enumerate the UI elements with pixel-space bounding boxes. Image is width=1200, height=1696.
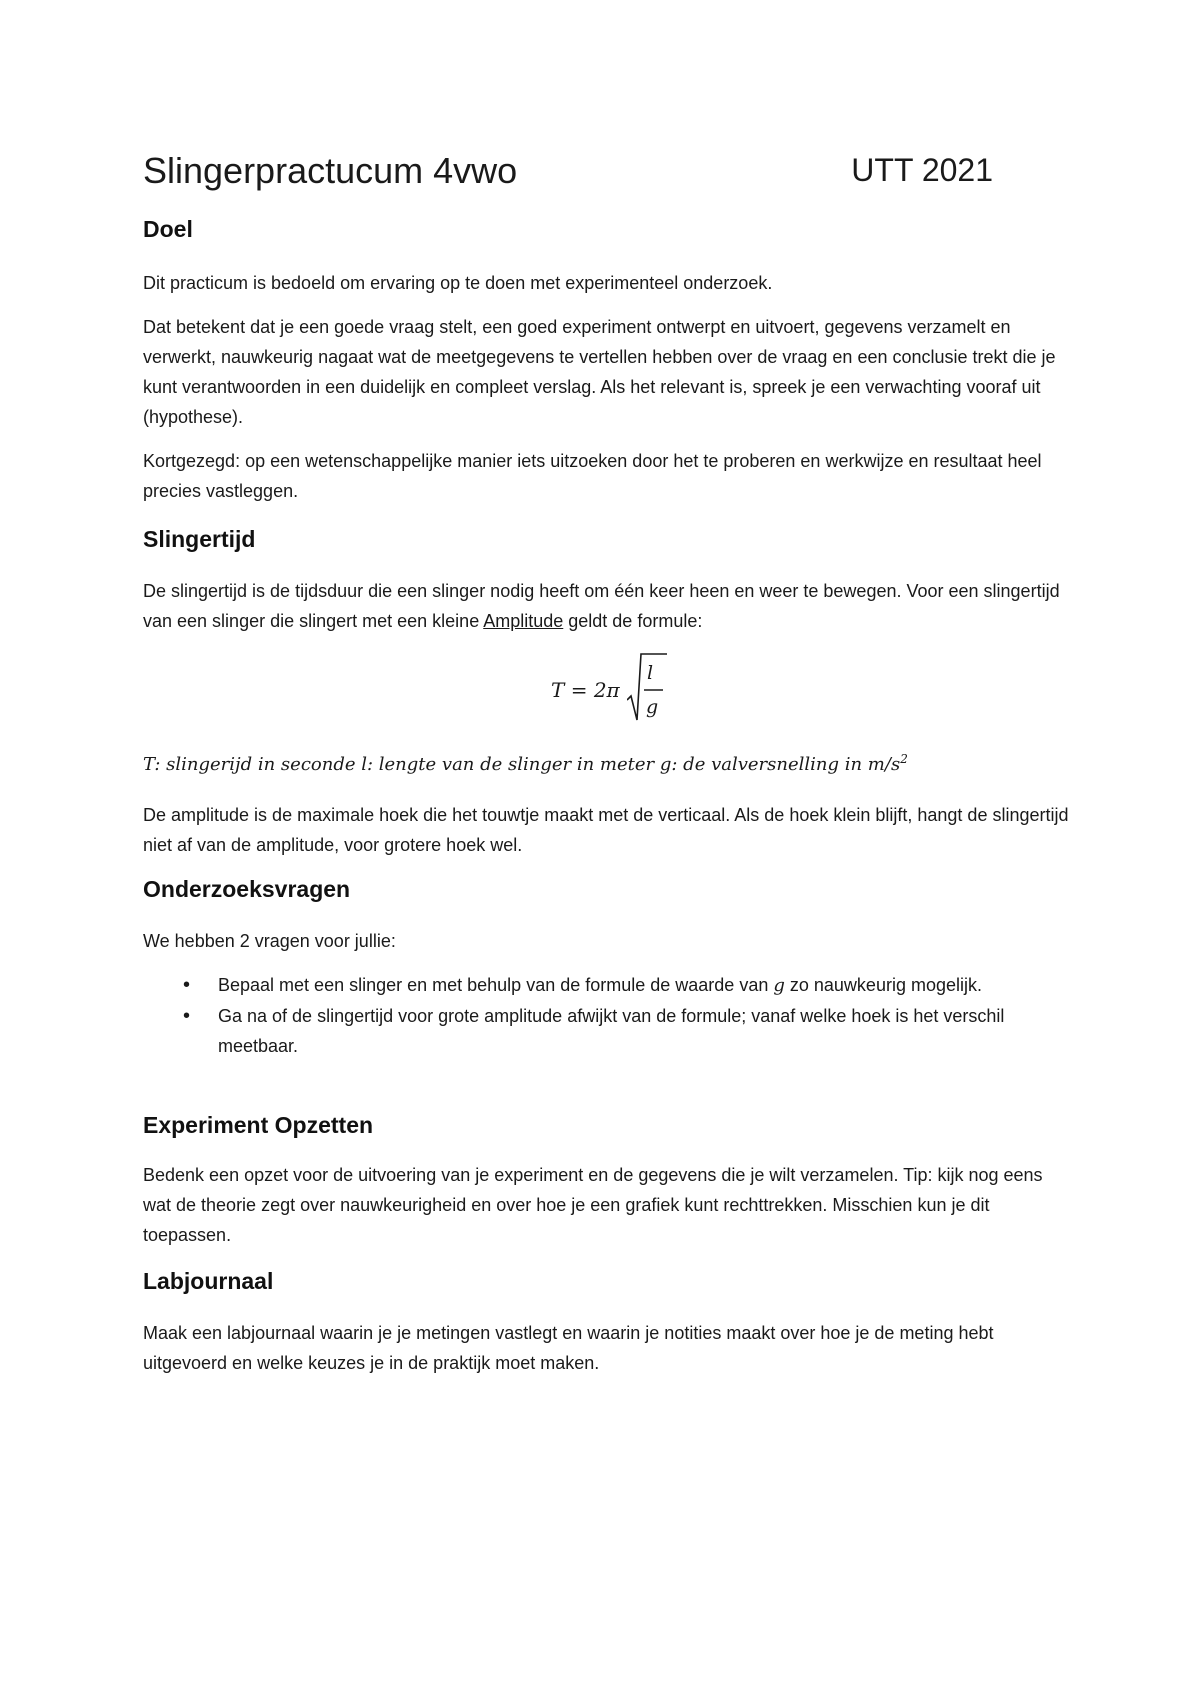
- legend-text: T: slingerijd in seconde l: lengte van de slinger in meter g: de valversnelling in m/s: [143, 754, 901, 775]
- formula-legend: [143, 752, 908, 775]
- heading-slingertijd: Slingertijd: [143, 526, 256, 552]
- heading-onderzoeksvragen: Onderzoeksvragen: [143, 876, 351, 902]
- slingertijd-text-before: De slingertijd is de tijdsduur die een slinger nodig heeft om één keer heen en weer te bewegen. Voor een slingertijd van een slinger die slingert met een kleine: [143, 581, 1060, 631]
- labjournaal-paragraph: Maak een labjournaal waarin je je metingen vastlegt en waarin je notities maakt over hoe je de meting hebt uitgevoerd en welke keuzes je in de praktijk moet maken.: [143, 1323, 994, 1373]
- slingertijd-text-after: geldt de formule:: [563, 611, 703, 631]
- page-title: Slingerpractucum 4vwo: [143, 150, 518, 191]
- formula-denominator: g: [646, 696, 659, 718]
- question-1-text-after: zo nauwkeurig mogelijk.: [784, 975, 982, 995]
- question-list: [143, 970, 1073, 1061]
- formula-lhs: T = 2π: [551, 678, 620, 702]
- experiment-paragraph: Bedenk een opzet voor de uitvoering van je experiment en de gegevens die je wilt verzamelen. Tip: kijk nog eens wat de theorie zegt over nauwkeurigheid en over hoe je een grafiek kunt rechttrekken. Misschien kun je dit toepassen.: [143, 1165, 1043, 1245]
- doel-paragraph-2: Dat betekent dat je een goede vraag stelt, een goed experiment ontwerpt en uitvoert, gegevens verzamelt en verwerkt, nauwkeurig nagaat wat de meetgegevens te vertellen hebben over de vraag en een conclusie trekt die je kunt verantwoorden in een duidelijk en compleet verslag. Als het relevant is, spreek je een verwachting vooraf uit (hypothese).: [143, 317, 1056, 427]
- title-year-label: UTT 2021: [851, 152, 993, 188]
- question-2-text: Ga na of de slingertijd voor grote amplitude afwijkt van de formule; vanaf welke hoek is het verschil meetbaar.: [218, 1006, 1005, 1056]
- slingertijd-paragraph-1: [143, 576, 1073, 636]
- amplitude-link[interactable]: Amplitude: [483, 611, 564, 631]
- onderzoeksvragen-intro: We hebben 2 vragen voor jullie:: [143, 931, 396, 951]
- heading-labjournaal: Labjournaal: [143, 1268, 274, 1294]
- formula-numerator: l: [647, 662, 654, 684]
- heading-doel: Doel: [143, 216, 193, 242]
- list-item: [143, 1001, 1073, 1061]
- period-formula: [551, 648, 671, 728]
- slingertijd-paragraph-2: De amplitude is de maximale hoek die het touwtje maakt met de verticaal. Als de hoek klein blijft, hangt de slingertijd niet af van de amplitude, voor grotere hoek wel.: [143, 805, 1069, 855]
- heading-experiment-opzetten: Experiment Opzetten: [143, 1112, 374, 1138]
- doel-paragraph-3: Kortgezegd: op een wetenschappelijke manier iets uitzoeken door het te proberen en werkwijze en resultaat heel precies vastleggen.: [143, 451, 1042, 501]
- question-1-text-before: Bepaal met een slinger en met behulp van de formule de waarde van: [218, 975, 774, 995]
- bullet-icon: •: [183, 1005, 191, 1027]
- title-row: [143, 150, 993, 200]
- question-1-variable: g: [773, 975, 785, 996]
- list-item: [143, 970, 1073, 1001]
- legend-superscript: 2: [900, 752, 908, 766]
- bullet-icon: •: [183, 974, 191, 996]
- doel-paragraph-1: Dit practicum is bedoeld om ervaring op te doen met experimenteel onderzoek.: [143, 273, 773, 293]
